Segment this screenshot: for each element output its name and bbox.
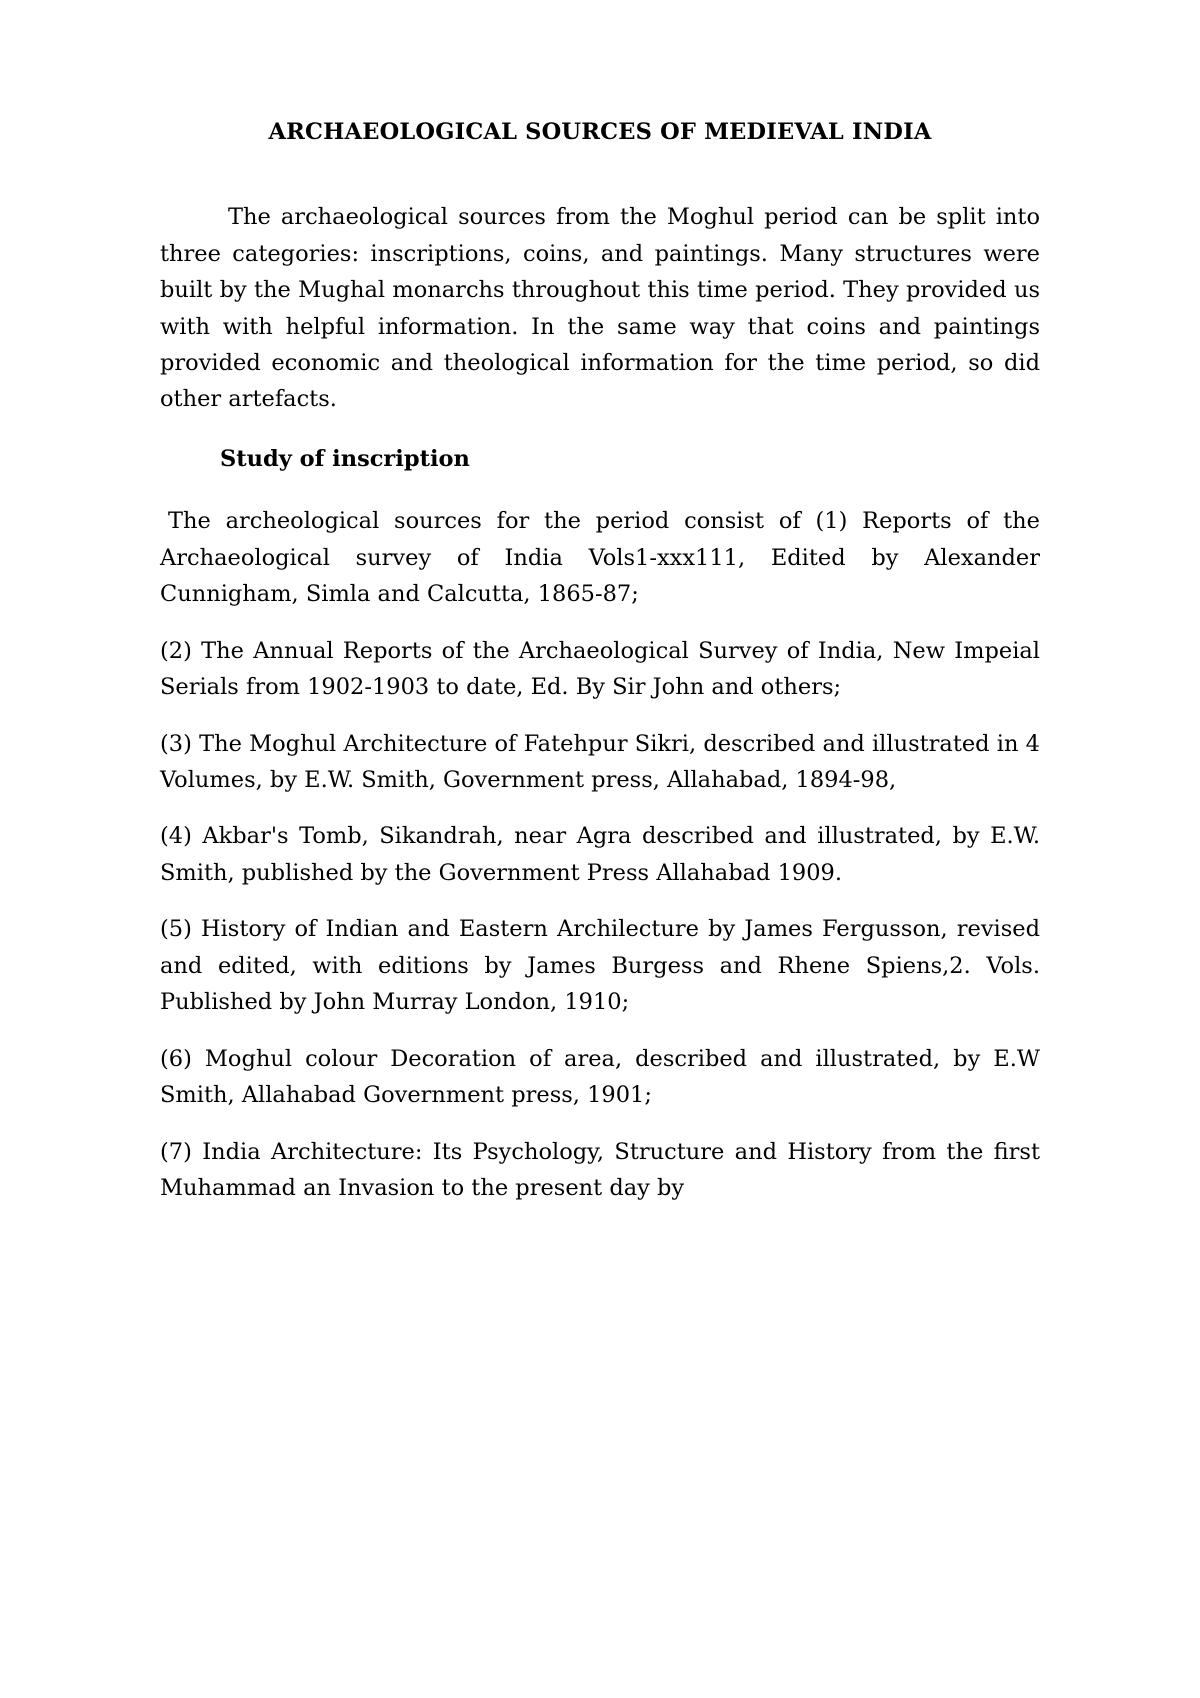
- page-title: ARCHAEOLOGICAL SOURCES OF MEDIEVAL INDIA: [268, 119, 932, 145]
- paragraph-source-1: The archeological sources for the period consist of (1) Reports of the Archaeological survey of India Vols1-xxx111, Edited by Alexander Cunnigham, Simla and Calcutta, 1865-87;: [160, 508, 1040, 608]
- paragraph-source-3: (3) The Moghul Architecture of Fatehpur Sikri, described and illustrated in 4 Volumes, by E.W. Smith, Government press, Allahabad, 1894-98,: [160, 730, 1040, 793]
- paragraph-source-4: (4) Akbar's Tomb, Sikandrah, near Agra described and illustrated, by E.W. Smith, published by the Government Press Allahabad 1909.: [160, 823, 1040, 886]
- paragraph-source-6: (6) Moghul colour Decoration of area, described and illustrated, by E.W Smith, Allahabad Government press, 1901;: [160, 1045, 1040, 1109]
- paragraph-source-2: (2) The Annual Reports of the Archaeological Survey of India, New Impeial Serials from 1902-1903 to date, Ed. By Sir John and others;: [160, 637, 1040, 701]
- intro-paragraph: The archaeological sources from the Moghul period can be split into three categories: inscriptions, coins, and paintings. Many structures were built by the Mughal monarchs throughout this time period. They provided us with with helpful information. In the same way that coins and paintings provided economic and theological information for the time period, so did other artefacts.: [160, 204, 1040, 413]
- paragraph-source-5: (5) History of Indian and Eastern Archilecture by James Fergusson, revised and edited, with editions by James Burgess and Rhene Spiens,2. Vols. Published by John Murray London, 1910;: [160, 916, 1040, 1016]
- paragraph-source-7: (7) India Architecture: Its Psychology, Structure and History from the first Muhammad an Invasion to the present day by: [160, 1138, 1040, 1201]
- section-heading-study-of-inscription: Study of inscription: [220, 445, 470, 472]
